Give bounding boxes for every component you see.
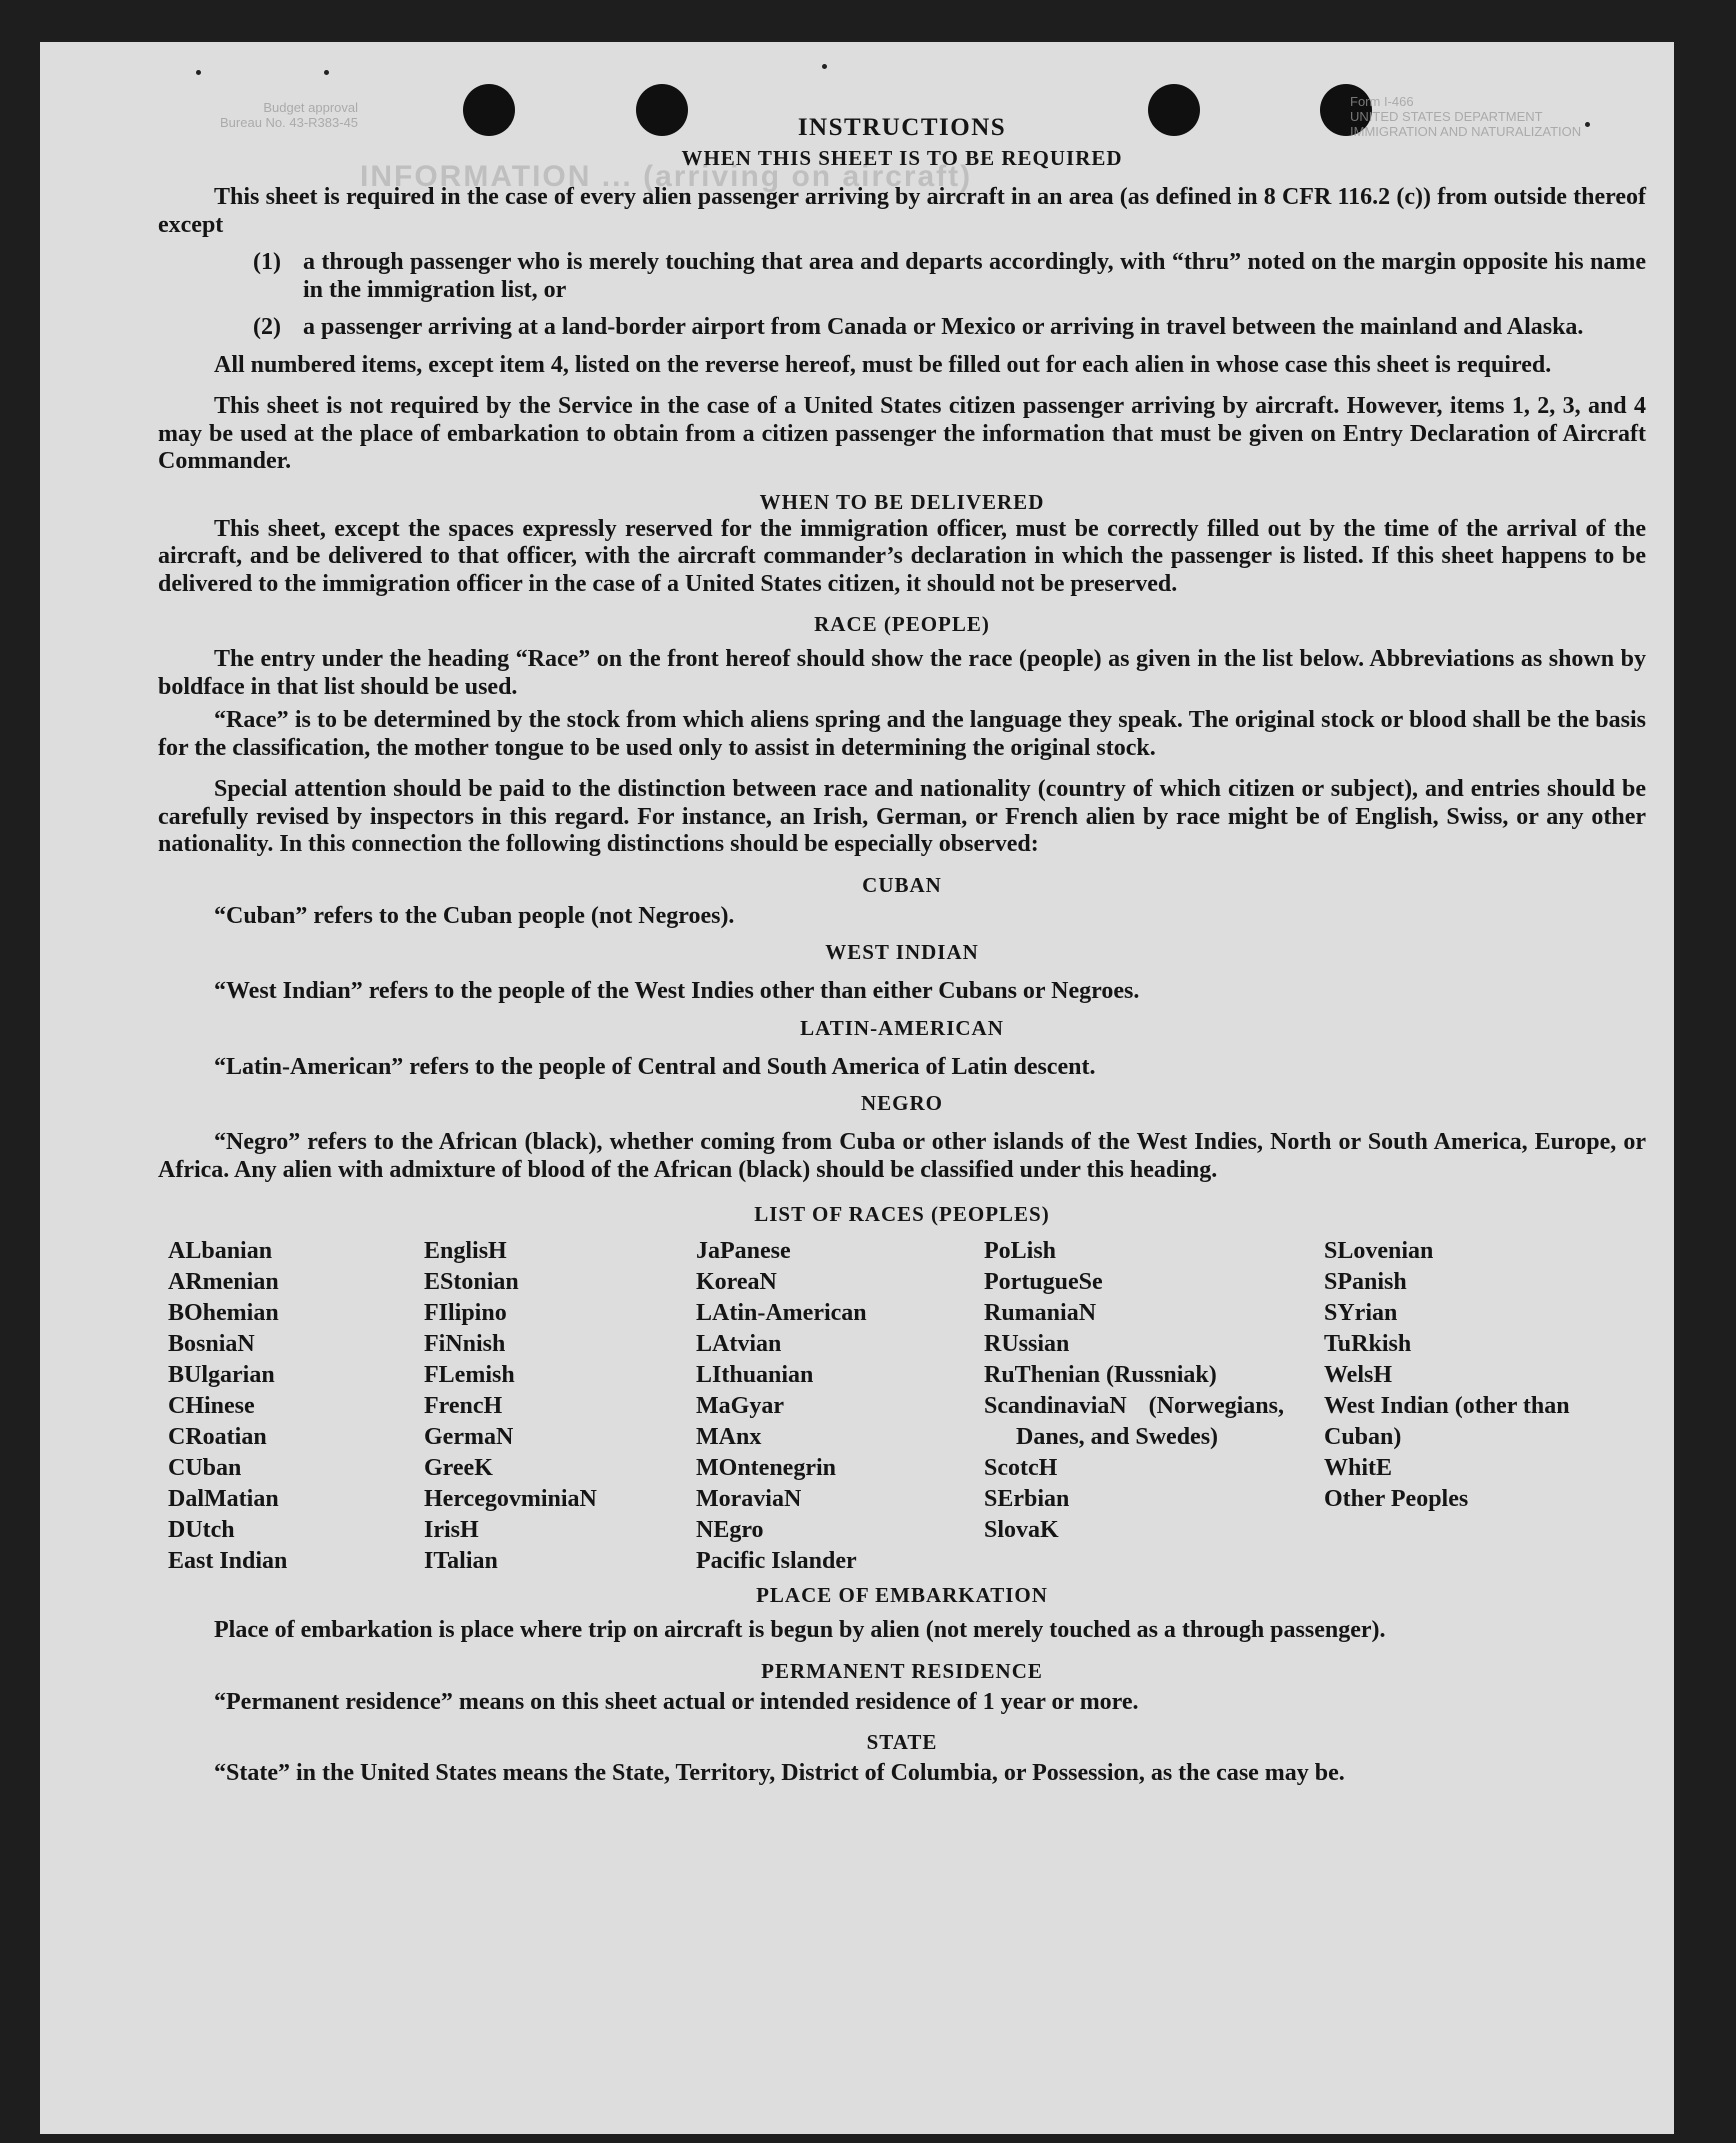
- race-column-2: [424, 1236, 696, 1577]
- paragraph-negro: “Negro” refers to the African (black), whether coming from Cuba or other islands of the West Indies, North or South America, Europe, or Africa. Any alien with admixture of blood of the African (black) should be classified under this heading.: [158, 1129, 1646, 1183]
- race-entry: BUlgarian: [168, 1362, 275, 1388]
- race-entry: MAnx: [696, 1424, 762, 1450]
- race-entry: ARmenian: [168, 1269, 279, 1295]
- heading-race: RACE (PEOPLE): [814, 612, 990, 636]
- paragraph-state: “State” in the United States means the State, Territory, District of Columbia, or Possession, as the case may be.: [214, 1760, 1345, 1786]
- race-entry: IrisH: [424, 1517, 479, 1543]
- race-entry: LIthuanian: [696, 1362, 814, 1388]
- item-text: a passenger arriving at a land-border airport from Canada or Mexico or arriving in travel between the mainland and Alaska.: [303, 314, 1584, 340]
- race-entry: FIlipino: [424, 1300, 507, 1326]
- page-title: INSTRUCTIONS: [797, 114, 1007, 141]
- paragraph-required-intro: This sheet is required in the case of every alien passenger arriving by aircraft in an area (as defined in 8 CFR 116.2 (c)) from outside thereof except: [158, 184, 1646, 238]
- heading-residence: PERMANENT RESIDENCE: [761, 1658, 1043, 1683]
- heading-negro: NEGRO: [860, 1091, 943, 1115]
- item-text: a through passenger who is merely touching that area and departs accordingly, with “thru” noted on the margin opposite his name in the immigration list, or: [303, 249, 1646, 303]
- race-entry: West Indian (other than Cuban): [1324, 1393, 1570, 1450]
- paragraph-race-nationality: Special attention should be paid to the distinction between race and nationality (country of which citizen or subject), and entries should be carefully revised by inspectors in this regard. For instance, an Irish, German, or French alien by race might be of English, Swiss, or any other nationality. In this connection the following distinctions should be especially observed:: [158, 776, 1646, 857]
- heading-list-of-races: LIST OF RACES (PEOPLES): [754, 1202, 1050, 1226]
- race-entry: NEgro: [696, 1517, 764, 1543]
- race-entry: FrencH: [424, 1393, 503, 1419]
- bleed-through-title: INFORMATION ... (arriving on aircraft): [360, 160, 973, 193]
- race-list: [168, 1236, 1646, 1577]
- race-entry: EnglisH: [424, 1238, 507, 1264]
- race-entry: SlovaK: [984, 1517, 1059, 1543]
- paragraph-race-entry: The entry under the heading “Race” on the front hereof should show the race (people) as given in the list below. Abbreviations as shown by boldface in that list should be used.: [158, 646, 1646, 700]
- race-column-1: [168, 1236, 424, 1577]
- paragraph-residence: “Permanent residence” means on this sheet actual or intended residence of 1 year or more.: [214, 1688, 1139, 1715]
- race-entry: MOntenegrin: [696, 1455, 836, 1481]
- race-entry: LAtvian: [696, 1331, 782, 1357]
- race-entry: CUban: [168, 1455, 242, 1481]
- paragraph-delivery: This sheet, except the spaces expressly reserved for the immigration officer, must be correctly filled out by the time of the arrival of the aircraft, and be delivered to that officer, with the aircraft commander’s declaration in which the passenger is listed. If this sheet happens to be delivered to the immigration officer in the case of a United States citizen, it should not be preserved.: [158, 515, 1646, 597]
- bleed-through-top-right: Form I-466 UNITED STATES DEPARTMENT IMMIGRATION AND NATURALIZATION: [1350, 94, 1582, 139]
- race-entry: EStonian: [424, 1269, 519, 1295]
- race-entry: CRoatian: [168, 1424, 267, 1450]
- race-entry: WhitE: [1324, 1455, 1393, 1481]
- race-entry: BosniaN: [168, 1331, 255, 1357]
- heading-state: STATE: [866, 1730, 938, 1754]
- ink-speck: [196, 70, 201, 75]
- paragraph-numbered-items: All numbered items, except item 4, listed on the reverse hereof, must be filled out for each alien in whose case this sheet is required.: [214, 351, 1552, 378]
- race-entry: LAtin-American: [696, 1300, 867, 1326]
- ink-speck: [822, 64, 827, 69]
- race-entry: HercegovminiaN: [424, 1486, 597, 1512]
- race-entry: SYrian: [1324, 1300, 1398, 1326]
- heading-when-delivered: WHEN TO BE DELIVERED: [759, 489, 1045, 514]
- heading-when-required: WHEN THIS SHEET IS TO BE REQUIRED: [681, 146, 1123, 170]
- race-entry: Other Peoples: [1324, 1486, 1469, 1512]
- heading-cuban: CUBAN: [862, 872, 942, 897]
- race-entry: FLemish: [424, 1362, 515, 1388]
- race-entry: BOhemian: [168, 1300, 279, 1326]
- paragraph-citizen-passenger: This sheet is not required by the Service in the case of a United States citizen passenger arriving by aircraft. However, items 1, 2, 3, and 4 may be used at the place of embarkation to obtain from a citizen passenger the information that must be given on Entry Declaration of Aircraft Commander.: [158, 393, 1646, 474]
- bleed-through-top-left: Budget approval Bureau No. 43-R383-45: [220, 100, 359, 130]
- exception-item-1: [253, 249, 1646, 304]
- race-entry: FiNnish: [424, 1331, 506, 1357]
- race-entry: ScandinaviaN (Norwegians, Danes, and Swedes): [984, 1393, 1284, 1450]
- item-number: (2): [253, 314, 281, 340]
- document-page: [40, 42, 1674, 2134]
- race-entry: TuRkish: [1324, 1331, 1412, 1357]
- race-column-4: [984, 1236, 1324, 1577]
- race-entry: SPanish: [1324, 1269, 1407, 1295]
- race-entry: SErbian: [984, 1486, 1070, 1512]
- race-entry: MaGyar: [696, 1393, 784, 1419]
- race-entry: DUtch: [168, 1517, 235, 1543]
- race-entry: PortugueSe: [984, 1269, 1103, 1295]
- race-entry: RuThenian (Russniak): [984, 1362, 1217, 1388]
- instructions-body: [158, 116, 1646, 1788]
- heading-latin-american: LATIN-AMERICAN: [800, 1015, 1004, 1040]
- race-column-3: [696, 1236, 984, 1577]
- race-entry: KoreaN: [696, 1269, 777, 1295]
- exception-item-2: [253, 314, 1646, 342]
- race-entry: ScotcH: [984, 1455, 1058, 1481]
- heading-west-indian: WEST INDIAN: [825, 940, 979, 964]
- paragraph-race-definition: “Race” is to be determined by the stock from which aliens spring and the language they speak. The original stock or blood shall be the basis for the classification, the mother tongue to be used only to assist in determining the original stock.: [158, 707, 1646, 761]
- race-entry: RUssian: [984, 1331, 1070, 1357]
- race-entry: MoraviaN: [696, 1486, 802, 1512]
- race-entry: ITalian: [424, 1548, 498, 1574]
- race-entry: WelsH: [1324, 1362, 1393, 1388]
- race-column-5: [1324, 1236, 1579, 1577]
- race-entry: JaPanese: [696, 1238, 791, 1264]
- race-entry: PoLish: [984, 1238, 1057, 1264]
- race-entry: GermaN: [424, 1424, 514, 1450]
- race-entry: GreeK: [424, 1455, 493, 1481]
- race-entry: Pacific Islander: [696, 1548, 857, 1574]
- item-number: (1): [253, 249, 281, 275]
- race-entry: East Indian: [168, 1548, 288, 1574]
- paragraph-latin-american: “Latin-American” refers to the people of Central and South America of Latin descent.: [214, 1053, 1096, 1080]
- race-entry: CHinese: [168, 1393, 255, 1419]
- paragraph-west-indian: “West Indian” refers to the people of the West Indies other than either Cubans or Negroes.: [214, 978, 1140, 1004]
- paragraph-cuban: “Cuban” refers to the Cuban people (not Negroes).: [214, 902, 735, 929]
- race-entry: RumaniaN: [984, 1300, 1097, 1326]
- race-entry: DalMatian: [168, 1486, 279, 1512]
- ink-speck: [324, 70, 329, 75]
- paragraph-embarkation: Place of embarkation is place where trip on aircraft is begun by alien (not merely touched as a through passenger).: [214, 1617, 1386, 1643]
- race-entry: ALbanian: [168, 1238, 273, 1264]
- race-entry: SLovenian: [1324, 1238, 1434, 1264]
- heading-embarkation: PLACE OF EMBARKATION: [756, 1583, 1048, 1607]
